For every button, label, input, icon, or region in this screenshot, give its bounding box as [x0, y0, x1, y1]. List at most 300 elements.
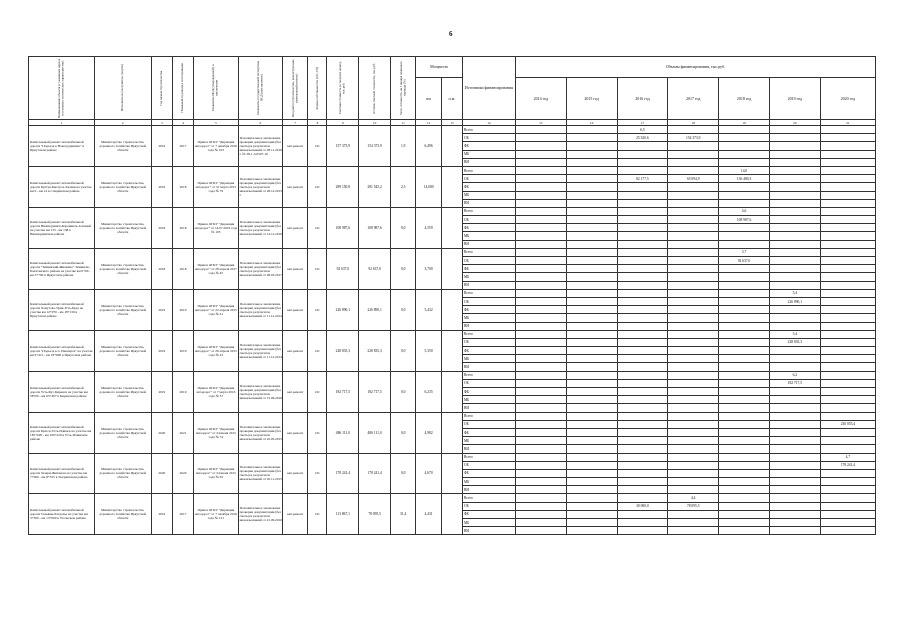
- fin-value: [769, 445, 820, 453]
- executor: Министерство строительства, дорожного хозяйства Иркутской области: [94, 289, 151, 330]
- fin-value: [769, 527, 820, 535]
- fin-source: МБ: [462, 150, 515, 158]
- remaining-cost: 281 545,2: [359, 166, 391, 207]
- fin-value: [617, 207, 668, 215]
- remaining-cost: 154 373,9: [359, 126, 391, 167]
- object-name: Капитальный ремонт автомобильной дороги "Зиминский-Жилкино" Зиминско-Балаганского района на участке км 0+00 - км 3+700 в Иркутском районе: [29, 248, 95, 289]
- psd-details: Приказ ОГКУ "Дирекция автодорог" от 22 апреля 2015 года № 41: [194, 289, 238, 330]
- fin-value: [566, 166, 617, 174]
- fin-value: [668, 519, 719, 527]
- readiness: 2,5: [390, 166, 415, 207]
- fin-value: [769, 142, 820, 150]
- fin-value: [668, 445, 719, 453]
- fin-value: [668, 142, 719, 150]
- fin-value: [719, 232, 770, 240]
- fin-source: Всего: [462, 494, 515, 502]
- header-col-10: [359, 57, 391, 120]
- fin-source: МБ: [462, 396, 515, 404]
- work-type: кап.ремонт: [283, 494, 308, 535]
- capacity-pm: [441, 166, 462, 207]
- fin-value: [515, 420, 566, 428]
- estimated-cost: 157 373,9: [327, 126, 359, 167]
- fin-source: ВИ: [462, 240, 515, 248]
- fin-value: [719, 265, 770, 273]
- fin-value: [719, 453, 770, 461]
- fin-value: [668, 396, 719, 404]
- fin-value: [668, 527, 719, 535]
- expertise-details: Положительное заключение проверки документации (без сметы) и результатов инж.изысканий от 28.11.2016 г. № 38-1-3-0507-16: [238, 126, 282, 167]
- table-row: [29, 453, 876, 461]
- fin-value: [515, 142, 566, 150]
- column-number: 3: [151, 120, 172, 126]
- fin-value: [566, 494, 617, 502]
- fin-value: [820, 363, 875, 371]
- fin-value: [719, 371, 770, 379]
- fin-value: [668, 240, 719, 248]
- fin-value: [617, 289, 668, 297]
- fin-value: [820, 207, 875, 215]
- header-col-5: [194, 57, 238, 120]
- estimated-cost: 108 987,6: [327, 207, 359, 248]
- fin-source: МБ: [462, 478, 515, 486]
- fin-value: [566, 281, 617, 289]
- table-row: [29, 371, 876, 379]
- fin-value: [566, 330, 617, 338]
- fin-value: [719, 306, 770, 314]
- fin-source: ОБ: [462, 338, 515, 346]
- ownership: ОС: [308, 248, 327, 289]
- fin-value: [769, 232, 820, 240]
- remaining-cost: 228 835,3: [359, 330, 391, 371]
- executor: Министерство строительства, дорожного хозяйства Иркутской области: [94, 248, 151, 289]
- fin-value: [515, 257, 566, 265]
- fin-source: МБ: [462, 519, 515, 527]
- fin-value: [515, 347, 566, 355]
- fin-value: [515, 273, 566, 281]
- fin-value: [668, 330, 719, 338]
- fin-value: 136 480,3: [719, 175, 770, 183]
- fin-source: ВИ: [462, 322, 515, 330]
- object-name: Капитальный ремонт автомобильной дороги Братск-Усть-Илимск на участке км 185+020 - км 190+220 в Усть-Илимском районе: [29, 412, 95, 453]
- fin-value: [668, 166, 719, 174]
- fin-value: [820, 265, 875, 273]
- fin-source: ВИ: [462, 527, 515, 535]
- fin-value: [769, 502, 820, 510]
- fin-value: [719, 126, 770, 134]
- estimated-cost: 92 637,0: [327, 248, 359, 289]
- fin-value: [515, 126, 566, 134]
- fin-value: [668, 289, 719, 297]
- executor: Министерство строительства, дорожного хозяйства Иркутской области: [94, 412, 151, 453]
- header-col-8: [308, 57, 327, 120]
- fin-value: [668, 265, 719, 273]
- psd-details: Приказ ОГКУ "Дирекция автодорог" от 7 октября 2016 года № 131: [194, 494, 238, 535]
- year-header: 2015 год: [566, 78, 617, 120]
- header-text: Вид работ (строительство, реконструкция, капитальный ремонт): [290, 59, 299, 117]
- fin-value: [617, 281, 668, 289]
- fin-value: [515, 338, 566, 346]
- fin-value: [515, 207, 566, 215]
- fin-value: [719, 338, 770, 346]
- end-year: 2021: [172, 412, 193, 453]
- fin-value: [617, 388, 668, 396]
- capacity-unit: км: [416, 78, 441, 120]
- fin-value: [515, 437, 566, 445]
- fin-value: [566, 437, 617, 445]
- fin-value: [566, 126, 617, 134]
- fin-value: [769, 257, 820, 265]
- fin-source: ОБ: [462, 257, 515, 265]
- year-header: 2020 год: [820, 78, 875, 120]
- fin-value: [719, 142, 770, 150]
- fin-value: [617, 240, 668, 248]
- fin-value: [515, 150, 566, 158]
- end-year: 2019: [172, 330, 193, 371]
- page-number: 6: [449, 30, 453, 38]
- fin-value: [668, 207, 719, 215]
- fin-source: ФБ: [462, 469, 515, 477]
- fin-value: [769, 166, 820, 174]
- fin-value: [769, 322, 820, 330]
- fin-value: [566, 199, 617, 207]
- fin-value: [820, 126, 875, 134]
- fin-value: [566, 420, 617, 428]
- fin-value: [719, 412, 770, 420]
- table-row: [29, 207, 876, 215]
- fin-value: [769, 404, 820, 412]
- fin-value: [719, 445, 770, 453]
- fin-value: [515, 232, 566, 240]
- readiness: 1,9: [390, 126, 415, 167]
- fin-value: [719, 289, 770, 297]
- fin-value: [769, 224, 820, 232]
- expertise-details: Положительное заключение проверки документации (без сметы) и результатов инж.изысканий от 15.06.2016: [238, 371, 282, 412]
- fin-value: [668, 404, 719, 412]
- fin-value: [566, 322, 617, 330]
- header-col-1: [29, 57, 95, 120]
- fin-value: [515, 281, 566, 289]
- work-type: кап.ремонт: [283, 412, 308, 453]
- fin-value: [515, 371, 566, 379]
- fin-source: ВИ: [462, 404, 515, 412]
- fin-value: [668, 371, 719, 379]
- fin-value: [820, 150, 875, 158]
- fin-source: Всего: [462, 412, 515, 420]
- expertise-details: Положительное заключение проверки документации (без сметы) и результатов инж.изысканий от 11.12.2014: [238, 289, 282, 330]
- fin-value: 178 241,4: [820, 461, 875, 469]
- fin-value: [617, 355, 668, 363]
- fin-source: МБ: [462, 355, 515, 363]
- fin-value: [515, 510, 566, 518]
- fin-value: 5,4: [769, 289, 820, 297]
- fin-value: [719, 322, 770, 330]
- fin-value: [566, 207, 617, 215]
- fin-value: [769, 158, 820, 166]
- fin-value: [566, 150, 617, 158]
- header-text: Остаток сметной стоимости, тыс.руб.: [371, 62, 376, 114]
- fin-value: [719, 420, 770, 428]
- fin-value: [719, 281, 770, 289]
- fin-value: [566, 297, 617, 305]
- header-text: Техн. готовность на 1 января планового периода (%): [398, 61, 407, 115]
- fin-value: [617, 347, 668, 355]
- fin-value: [668, 248, 719, 256]
- fin-value: [515, 412, 566, 420]
- object-name: Капитальный ремонт автомобильной дороги "Подъезд к п. Пионерск" на участке км 9+415 - км 18+600 в Иркутском районе: [29, 330, 95, 371]
- capacity-pm: [441, 453, 462, 494]
- column-number: 4: [172, 120, 193, 126]
- readiness: 0,0: [390, 207, 415, 248]
- fin-value: [566, 265, 617, 273]
- fin-source: Всего: [462, 126, 515, 134]
- fin-value: [515, 216, 566, 224]
- fin-value: [719, 240, 770, 248]
- readiness: 0,0: [390, 330, 415, 371]
- start-year: 2018: [151, 248, 172, 289]
- fin-value: [566, 404, 617, 412]
- fin-value: [617, 510, 668, 518]
- column-number: 20: [769, 120, 820, 126]
- psd-details: Приказ ОГКУ "Дирекция автодорог" от 7 марта 2016 года № 37: [194, 371, 238, 412]
- fin-value: [515, 289, 566, 297]
- psd-details: Приказ ОГКУ "Дирекция автодорог" от 14.07.2016 года № 103: [194, 207, 238, 248]
- fin-value: [617, 478, 668, 486]
- fin-value: [515, 265, 566, 273]
- fin-value: [769, 183, 820, 191]
- header-text: Реквизиты государственной экспертизы ПСД (при наличии): [255, 60, 264, 116]
- fin-value: [820, 478, 875, 486]
- fin-value: [769, 469, 820, 477]
- fin-value: [769, 265, 820, 273]
- header-col-9: [327, 57, 359, 120]
- fin-value: [668, 363, 719, 371]
- fin-value: [617, 461, 668, 469]
- fin-value: [515, 355, 566, 363]
- fin-value: [668, 257, 719, 265]
- capacity-km: 3,700: [416, 248, 441, 289]
- fin-value: [515, 428, 566, 436]
- fin-value: [617, 273, 668, 281]
- fin-value: [515, 166, 566, 174]
- column-number: 16: [566, 120, 617, 126]
- fin-value: [566, 289, 617, 297]
- object-name: Капитальный ремонт автомобильной дороги Хомутово-Урик-Усть-Куда на участке км 12+970 - км 18+130 в Иркутском районе: [29, 289, 95, 330]
- fin-source: МБ: [462, 273, 515, 281]
- work-type: кап.ремонт: [283, 207, 308, 248]
- fin-value: [617, 142, 668, 150]
- object-name: Капитальный ремонт автомобильной дороги Тальяны-Раздолье на участке км 3+500 - км 13+000 в Усольском районе: [29, 494, 95, 535]
- fin-value: [617, 469, 668, 477]
- fin-value: [668, 281, 719, 289]
- fin-value: 226 890,1: [769, 297, 820, 305]
- fin-value: [820, 404, 875, 412]
- fin-value: [769, 412, 820, 420]
- header-col-4: [172, 57, 193, 120]
- capacity-unit: п.м.: [441, 78, 462, 120]
- fin-source: МБ: [462, 191, 515, 199]
- fin-value: [617, 330, 668, 338]
- fin-source: Всего: [462, 330, 515, 338]
- fin-source: ФБ: [462, 265, 515, 273]
- fin-value: [820, 510, 875, 518]
- header-text: Реквизиты ПСД (утвержденной) и заключения: [211, 64, 219, 112]
- fin-value: [668, 420, 719, 428]
- fin-value: [668, 232, 719, 240]
- fin-value: [668, 224, 719, 232]
- fin-value: [820, 519, 875, 527]
- fin-value: [820, 248, 875, 256]
- start-year: 2019: [151, 371, 172, 412]
- ownership: ОС: [308, 289, 327, 330]
- psd-details: Приказ ОГКУ "Дирекция автодорог" от 29 апреля 2015 года № 43: [194, 330, 238, 371]
- fin-value: 3,7: [719, 248, 770, 256]
- end-year: 2017: [172, 126, 193, 167]
- fin-value: [668, 126, 719, 134]
- fin-value: [668, 428, 719, 436]
- fin-value: [820, 297, 875, 305]
- capacity-km: 5,350: [416, 330, 441, 371]
- header-col-7: [283, 57, 308, 120]
- estimated-cost: 182 717,5: [327, 371, 359, 412]
- fin-source: ОБ: [462, 134, 515, 142]
- capacity-km: 4,559: [416, 207, 441, 248]
- fin-value: [719, 494, 770, 502]
- fin-value: [617, 224, 668, 232]
- fin-value: [566, 273, 617, 281]
- capacity-pm: [441, 289, 462, 330]
- fin-value: [820, 379, 875, 387]
- fin-value: [515, 191, 566, 199]
- fin-value: [719, 158, 770, 166]
- fin-value: [566, 306, 617, 314]
- table-row: [29, 248, 876, 256]
- executor: Министерство строительства, дорожного хозяйства Иркутской области: [94, 330, 151, 371]
- column-number: 1: [29, 120, 95, 126]
- fin-value: [566, 314, 617, 322]
- fin-value: [719, 519, 770, 527]
- fin-source: Всего: [462, 289, 515, 297]
- fin-value: [566, 428, 617, 436]
- fin-value: [668, 355, 719, 363]
- fin-value: [769, 150, 820, 158]
- start-year: 2016: [151, 166, 172, 207]
- estimated-cost: 486 111,0: [327, 412, 359, 453]
- fin-source: ВИ: [462, 281, 515, 289]
- fin-value: [820, 273, 875, 281]
- fin-value: [617, 412, 668, 420]
- fin-value: 30 000,0: [617, 502, 668, 510]
- fin-source: ВИ: [462, 199, 515, 207]
- fin-value: [566, 379, 617, 387]
- fin-value: [566, 134, 617, 142]
- start-year: 2019: [151, 330, 172, 371]
- fin-value: [769, 216, 820, 224]
- fin-value: [820, 469, 875, 477]
- fin-value: 4,7: [820, 453, 875, 461]
- end-year: 2019: [172, 289, 193, 330]
- column-number: 21: [820, 120, 875, 126]
- ownership: ОС: [308, 494, 327, 535]
- fin-source: ВИ: [462, 445, 515, 453]
- capacity-km: 4,982: [416, 412, 441, 453]
- fin-source: ОБ: [462, 175, 515, 183]
- fin-source: МБ: [462, 314, 515, 322]
- fin-value: [769, 240, 820, 248]
- remaining-cost: 108 987,6: [359, 207, 391, 248]
- fin-value: [719, 273, 770, 281]
- fin-value: [668, 453, 719, 461]
- executor: Министерство строительства, дорожного хозяйства Иркутской области: [94, 166, 151, 207]
- fin-value: [515, 388, 566, 396]
- work-type: кап.ремонт: [283, 248, 308, 289]
- fin-source: Всего: [462, 371, 515, 379]
- fin-value: [719, 297, 770, 305]
- fin-value: 182 717,5: [769, 379, 820, 387]
- fin-value: [769, 314, 820, 322]
- fin-source: МБ: [462, 437, 515, 445]
- fin-value: [617, 257, 668, 265]
- object-name: Капитальный ремонт автомобильной дороги Нижнеудинск-Боровинск-Алзамай на участке км 133 - км 138 в Нижнеудинском районе: [29, 207, 95, 248]
- expertise-details: Положительное заключение проверки документации (без сметы) и результатов инж.изысканий от 11.12.2014: [238, 330, 282, 371]
- fin-value: [820, 232, 875, 240]
- start-year: 2020: [151, 412, 172, 453]
- fin-value: [820, 175, 875, 183]
- work-type: кап.ремонт: [283, 289, 308, 330]
- fin-value: [719, 363, 770, 371]
- fin-value: [617, 166, 668, 174]
- fin-value: [515, 175, 566, 183]
- fin-value: [668, 273, 719, 281]
- ownership: ОС: [308, 126, 327, 167]
- fin-value: [566, 248, 617, 256]
- remaining-cost: 92 637,0: [359, 248, 391, 289]
- fin-value: [719, 224, 770, 232]
- fin-value: [515, 183, 566, 191]
- readiness: 0,0: [390, 453, 415, 494]
- fin-source: ФБ: [462, 142, 515, 150]
- header-col-6: [238, 57, 282, 120]
- fin-value: [769, 191, 820, 199]
- expertise-details: Положительное заключение проверки документации (без сметы) и результатов инж.изысканий от 28.03.2017: [238, 248, 282, 289]
- fin-value: 92 637,0: [719, 257, 770, 265]
- fin-value: [820, 428, 875, 436]
- fin-source: ОБ: [462, 502, 515, 510]
- fin-value: [668, 469, 719, 477]
- remaining-cost: 486 111,0: [359, 412, 391, 453]
- year-header: 2019 год: [769, 78, 820, 120]
- fin-source: Всего: [462, 207, 515, 215]
- fin-value: [769, 363, 820, 371]
- fin-source: ВИ: [462, 363, 515, 371]
- fin-value: [668, 486, 719, 494]
- work-type: кап.ремонт: [283, 330, 308, 371]
- fin-value: [617, 314, 668, 322]
- column-number: 6: [238, 120, 282, 126]
- fin-value: [566, 338, 617, 346]
- fin-value: [769, 199, 820, 207]
- column-number: 14: [462, 120, 515, 126]
- fin-value: [820, 191, 875, 199]
- work-type: кап.ремонт: [283, 126, 308, 167]
- fin-value: [515, 445, 566, 453]
- fin-value: [719, 469, 770, 477]
- ownership: ОС: [308, 412, 327, 453]
- header-financing: Объемы финансирования, тыс.руб.: [515, 57, 875, 78]
- fin-value: [566, 183, 617, 191]
- psd-details: Приказ ОГКУ "Дирекция автодорог" от 24 июня 2015 года № 74: [194, 412, 238, 453]
- capacity-km: 6,235: [416, 371, 441, 412]
- fin-value: [566, 355, 617, 363]
